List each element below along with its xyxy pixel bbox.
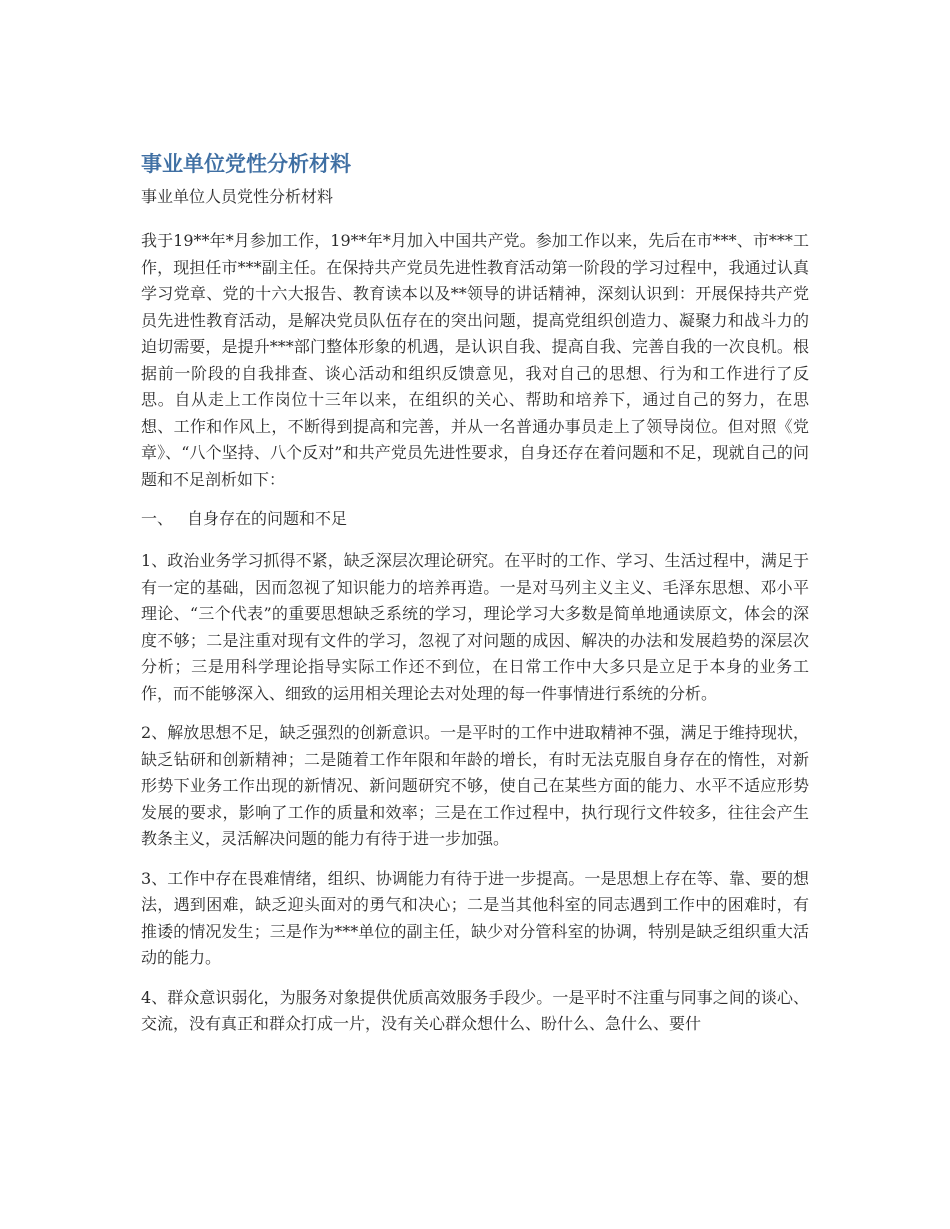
document-subtitle: 事业单位人员党性分析材料 bbox=[141, 187, 334, 206]
intro-paragraph: 我于19**年*月参加工作，19**年*月加入中国共产党。参加工作以来，先后在市***、市***工作，现担任市***副主任。在保持共产党员先进性教育活动第一阶段的学习过程中，我通过认真学习党章、党的十六大报告、教育读本以及**领导的讲话精神，深刻认识到：开展保持共产党员先进性教育活动，是解决党员队伍存在的突出问题，提高党组织创造力、凝聚力和战斗力的迫切需要，是提升***部门整体形象的机遇，是认识自我、提高自我、完善自我的一次良机。根据前一阶段的自我排查、谈心活动和组织反馈意见，我对自己的思想、行为和工作进行了反思。自从走上工作岗位十三年以来，在组织的关心、帮助和培养下，通过自己的努力，在思想、工作和作风上，不断得到提高和完善，并从一名普通办事员走上了领导岗位。但对照《党章》、“八个坚持、八个反对”和共产党员先进性要求，自身还存在着问题和不足，现就自己的问题和不足剖析如下： bbox=[141, 231, 809, 489]
point-paragraph-2: 2、解放思想不足，缺乏强烈的创新意识。一是平时的工作中进取精神不强，满足于维持现状，缺乏钻研和创新精神；二是随着工作年限和年龄的增长，有时无法克服自身存在的惰性，对新形势下业务工作出现的新情况、新问题研究不够，使自己在某些方面的能力、水平不适应形势发展的要求，影响了工作的质量和效率；三是在工作过程中，执行现行文件较多，往往会产生教条主义，灵活解决问题的能力有待于进一步加强。 bbox=[141, 723, 809, 848]
document-page bbox=[141, 148, 809, 1051]
section-heading bbox=[141, 506, 809, 532]
section-number: 一、 bbox=[141, 509, 174, 528]
document-title: 事业单位党性分析材料 bbox=[141, 152, 351, 176]
section-heading-text: 自身存在的问题和不足 bbox=[187, 509, 348, 528]
point-paragraph-4: 4、群众意识弱化，为服务对象提供优质高效服务手段少。一是平时不注重与同事之间的谈心、交流，没有真正和群众打成一片，没有关心群众想什么、盼什么、急什么、要什 bbox=[141, 987, 809, 1033]
point-paragraph-3: 3、工作中存在畏难情绪，组织、协调能力有待于进一步提高。一是思想上存在等、靠、要的想法，遇到困难，缺乏迎头面对的勇气和决心；二是当其他科室的同志遇到工作中的困难时，有推诿的情况发生；三是作为***单位的副主任，缺少对分管科室的协调，特别是缺乏组织重大活动的能力。 bbox=[141, 868, 809, 967]
point-paragraph-1: 1、政治业务学习抓得不紧，缺乏深层次理论研究。在平时的工作、学习、生活过程中，满足于有一定的基础，因而忽视了知识能力的培养再造。一是对马列主义主义、毛泽东思想、邓小平理论、“三个代表”的重要思想缺乏系统的学习，理论学习大多数是简单地通读原文，体会的深度不够；二是注重对现有文件的学习，忽视了对问题的成因、解决的办法和发展趋势的深层次分析；三是用科学理论指导实际工作还不到位，在日常工作中大多只是立足于本身的业务工作，而不能够深入、细致的运用相关理论去对处理的每一件事情进行系统的分析。 bbox=[141, 551, 809, 703]
